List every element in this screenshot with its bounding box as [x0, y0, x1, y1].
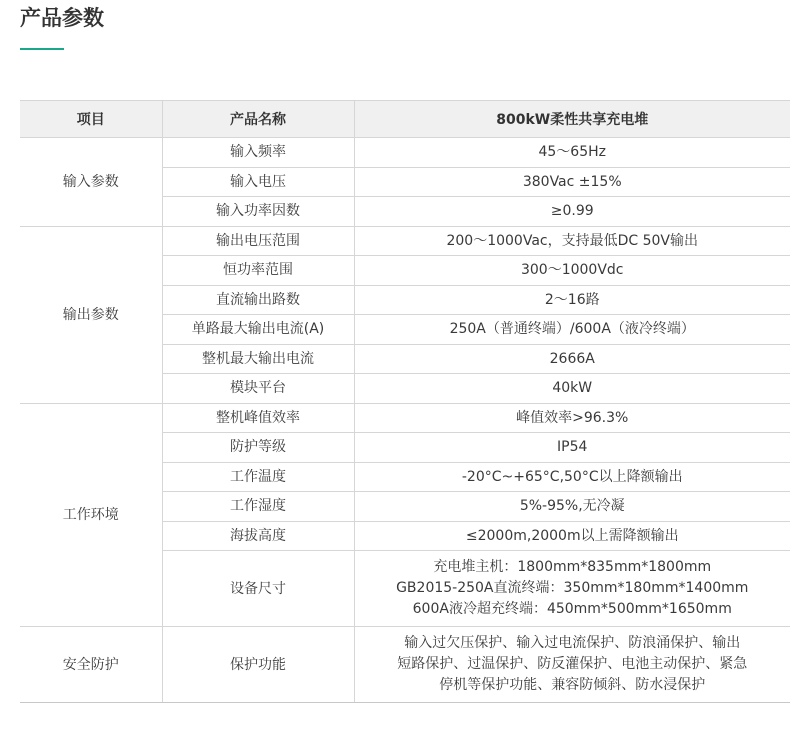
value-line: 充电堆主机：1800mm*835mm*1800mm — [433, 559, 712, 575]
page-title: 产品参数 — [20, 6, 104, 30]
param-value: ≥0.99 — [354, 197, 790, 227]
group-label: 工作环境 — [20, 403, 162, 627]
header-product-name: 产品名称 — [162, 101, 354, 138]
param-label: 输入频率 — [162, 138, 354, 168]
table-row — [20, 138, 790, 168]
param-value: 300～1000Vdc — [354, 256, 790, 286]
group-label: 输出参数 — [20, 226, 162, 403]
param-label: 模块平台 — [162, 374, 354, 404]
param-label: 输入电压 — [162, 167, 354, 197]
param-value: 45～65Hz — [354, 138, 790, 168]
table-row — [20, 226, 790, 256]
param-value: 200～1000Vac，支持最低DC 50V输出 — [354, 226, 790, 256]
param-label: 输入功率因数 — [162, 197, 354, 227]
group-label: 输入参数 — [20, 138, 162, 227]
param-value-multiline — [354, 627, 790, 703]
param-value: IP54 — [354, 433, 790, 463]
value-line: 600A液冷超充终端：450mm*500mm*1650mm — [412, 601, 732, 617]
param-value: 40kW — [354, 374, 790, 404]
param-label: 直流输出路数 — [162, 285, 354, 315]
param-value: 5%-95%,无冷凝 — [354, 492, 790, 522]
value-line: 输入过欠压保护、输入过电流保护、防浪涌保护、输出 — [404, 635, 741, 651]
param-label: 恒功率范围 — [162, 256, 354, 286]
param-label: 输出电压范围 — [162, 226, 354, 256]
param-label: 工作温度 — [162, 462, 354, 492]
param-label: 防护等级 — [162, 433, 354, 463]
param-label: 海拔高度 — [162, 521, 354, 551]
value-line: GB2015-250A直流终端：350mm*180mm*1400mm — [396, 580, 749, 596]
param-value: 2～16路 — [354, 285, 790, 315]
param-value: 380Vac ±15% — [354, 167, 790, 197]
header-product-model: 800kW柔性共享充电堆 — [354, 101, 790, 138]
param-value-multiline — [354, 551, 790, 627]
header-item: 项目 — [20, 101, 162, 138]
param-label: 工作湿度 — [162, 492, 354, 522]
param-value: 250A（普通终端）/600A（液冷终端） — [354, 315, 790, 345]
param-label: 整机峰值效率 — [162, 403, 354, 433]
param-label: 单路最大输出电流(A) — [162, 315, 354, 345]
value-line: 停机等保护功能、兼容防倾斜、防水浸保护 — [439, 677, 706, 693]
table-row — [20, 627, 790, 703]
param-label: 保护功能 — [162, 627, 354, 703]
group-label: 安全防护 — [20, 627, 162, 703]
param-value: 峰值效率>96.3% — [354, 403, 790, 433]
param-label: 整机最大输出电流 — [162, 344, 354, 374]
title-underline — [20, 48, 64, 50]
param-value: 2666A — [354, 344, 790, 374]
spec-table — [20, 100, 790, 703]
value-line: 短路保护、过温保护、防反灌保护、电池主动保护、紧急 — [397, 656, 748, 672]
param-label: 设备尺寸 — [162, 551, 354, 627]
table-header-row — [20, 101, 790, 138]
table-row — [20, 403, 790, 433]
param-value: ≤2000m,2000m以上需降额输出 — [354, 521, 790, 551]
param-value: -20°C~+65°C,50°C以上降额输出 — [354, 462, 790, 492]
